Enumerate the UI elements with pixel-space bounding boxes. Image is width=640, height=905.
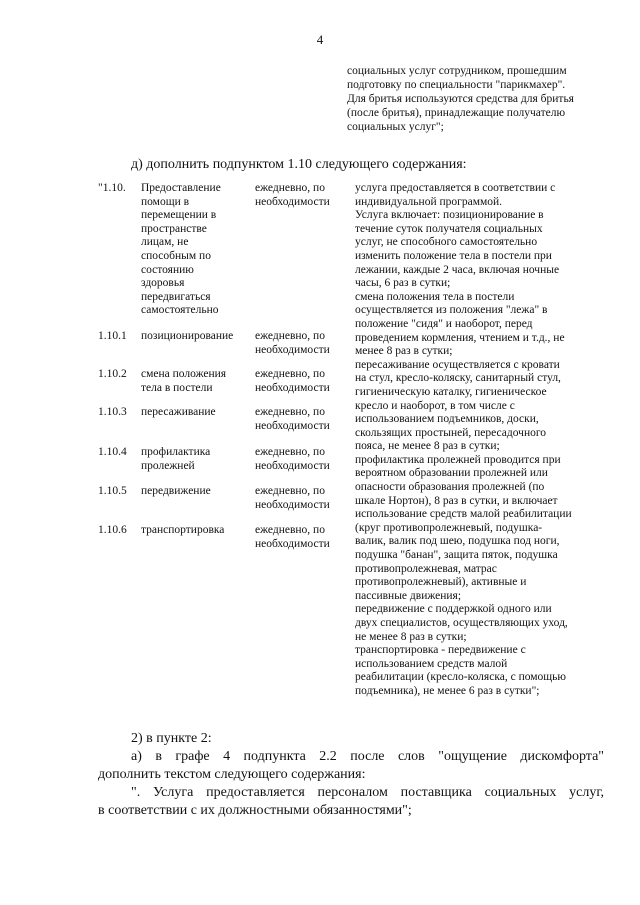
service-period <box>255 406 330 433</box>
text-line: услуга предоставляется в соответствии с <box>355 182 556 194</box>
text-line: социальных услуг"; <box>347 121 444 133</box>
text-line: передвижение с поддержкой одного или <box>355 603 552 616</box>
text-line: менее 8 раз в сутки; <box>355 345 453 358</box>
item-2b-line: в соответствии с их должностными обязанностями"; <box>98 803 412 818</box>
text-line: подушка "банан", защита пяток, подушка <box>355 549 558 562</box>
service-name <box>141 524 224 538</box>
text-line: необходимости <box>255 195 330 208</box>
text-line: пролежней <box>141 459 195 472</box>
text-line: тела в постели <box>141 381 213 394</box>
text-line: перемещении в <box>141 209 217 222</box>
text-line: использованием средств малой <box>355 657 508 670</box>
text-line: состоянию <box>141 263 194 276</box>
text-line: помощи в <box>141 195 190 208</box>
text-line: смена положения тела в постели <box>355 290 515 303</box>
text-line: ежедневно, по <box>255 182 325 194</box>
text-line: пояса, не менее 8 раз в сутки; <box>355 440 500 453</box>
text-line: противопролежневая, матрас <box>355 562 497 575</box>
text-line: лежании, каждые 2 часа, включая ночные <box>355 263 560 276</box>
text-line: необходимости <box>255 381 330 394</box>
text-line: необходимости <box>255 419 330 432</box>
item-2-intro: 2) в пункте 2: <box>131 731 212 746</box>
row-number: 1.10.5 <box>98 485 127 497</box>
text-line: изменить положение тела в постели при <box>355 249 552 262</box>
item-2b-line: ". Услуга предоставляется персоналом поставщика социальных услуг, <box>131 785 604 800</box>
text-line: осуществляется из положения "лежа" в <box>355 304 548 317</box>
item-2a-line: дополнить текстом следующего содержания: <box>98 767 366 782</box>
row-number: 1.10.4 <box>98 446 127 458</box>
section-heading: д) дополнить подпунктом 1.10 следующего содержания: <box>131 157 467 172</box>
service-period <box>255 330 330 357</box>
text-line: не менее 8 раз в сутки; <box>355 630 467 643</box>
text-line: двух специалистов, осуществляющих уход, <box>355 617 568 629</box>
row-number: 1.10.6 <box>98 524 127 536</box>
text-line: шкале Нортон), 8 раз в сутки, и включает <box>355 494 558 507</box>
text-line: использованием подъемников, доски, <box>355 413 539 426</box>
text-line: Для бритья используются средства для бритья <box>347 93 574 105</box>
item-2a-line: а) в графе 4 подпункта 2.2 после слов "ощущение дискомфорта" <box>131 749 604 764</box>
text-line: использование средств малой реабилитации <box>355 508 572 521</box>
service-description <box>355 182 572 699</box>
text-line: Предоставление <box>141 182 221 194</box>
text-line: пересаживание осуществляется с кровати <box>355 358 560 371</box>
text-line: смена положения <box>141 368 227 380</box>
page-number: 4 <box>316 32 324 47</box>
service-period <box>255 485 330 512</box>
text-line: транспортировка - передвижение с <box>355 644 526 657</box>
text-line: профилактика пролежней проводится при <box>355 453 561 466</box>
text-line: профилактика <box>141 446 211 458</box>
service-period <box>255 446 330 473</box>
row-number: 1.10.3 <box>98 406 127 418</box>
text-line: необходимости <box>255 537 330 550</box>
text-line: Услуга включает: позиционирование в <box>355 209 544 222</box>
text-line: (круг противопролежневый, подушка- <box>355 521 543 534</box>
service-name <box>141 330 233 344</box>
text-line: транспортировка <box>141 524 225 536</box>
row-number: 1.10.2 <box>98 368 127 380</box>
text-line: ежедневно, по <box>255 446 325 458</box>
text-line: на стул, кресло-коляску, санитарный стул, <box>355 372 561 385</box>
service-period-main <box>255 182 330 209</box>
text-line: пассивные движения; <box>355 589 462 602</box>
text-line: ежедневно, по <box>255 406 325 418</box>
text-line: пересаживание <box>141 406 216 418</box>
text-line: кресло и наоборот, в том числе с <box>355 399 515 412</box>
text-line: услуг, не способного самостоятельно <box>355 236 538 249</box>
continued-text-block <box>347 64 607 134</box>
row-number-main: "1.10. <box>98 182 126 194</box>
service-name-main <box>141 182 221 318</box>
text-line: гигиеническую каталку, гигиеническое <box>355 385 547 398</box>
text-line: ежедневно, по <box>255 485 325 497</box>
text-line: лицам, не <box>141 236 189 249</box>
service-period <box>255 368 330 395</box>
service-name <box>141 406 216 420</box>
row-number: 1.10.1 <box>98 330 127 342</box>
text-line: опасности образования пролежней (по <box>355 481 545 494</box>
service-name <box>141 485 211 499</box>
text-line: способным по <box>141 249 211 262</box>
text-line: пространстве <box>141 222 207 235</box>
text-line: ежедневно, по <box>255 330 325 342</box>
text-line: передвигаться <box>141 290 211 303</box>
text-line: (после бритья), принадлежащие получателю <box>347 107 566 119</box>
text-line: валик, валик под шею, подушка под ноги, <box>355 535 560 548</box>
text-line: самостоятельно <box>141 304 219 317</box>
text-line: часы, 6 раз в сутки; <box>355 277 451 290</box>
text-line: реабилитации (кресло-коляска, с помощью <box>355 671 566 684</box>
service-name <box>141 446 210 473</box>
text-line: проведением кормления, чтением и т.д., не <box>355 331 565 344</box>
text-line: ежедневно, по <box>255 524 325 536</box>
text-line: течение суток получателя социальных <box>355 222 543 235</box>
text-line: передвижение <box>141 485 211 497</box>
text-line: ежедневно, по <box>255 368 325 380</box>
text-line: необходимости <box>255 343 330 356</box>
text-line: необходимости <box>255 498 330 511</box>
text-line: подготовку по специальности "парикмахер". <box>347 79 566 91</box>
text-line: подъемника), не менее 6 раз в сутки"; <box>355 684 540 697</box>
text-line: положение "сидя" и наоборот, перед <box>355 317 533 330</box>
service-name <box>141 368 226 395</box>
text-line: социальных услуг сотрудником, прошедшим <box>347 65 567 77</box>
text-line: индивидуальной программой. <box>355 195 503 208</box>
text-line: противопролежневый), активные и <box>355 576 527 589</box>
text-line: позиционирование <box>141 330 234 342</box>
text-line: необходимости <box>255 459 330 472</box>
text-line: скользящих простыней, пересадочного <box>355 426 547 439</box>
text-line: здоровья <box>141 277 185 290</box>
service-period <box>255 524 330 551</box>
text-line: вероятном образовании пролежней или <box>355 467 548 480</box>
